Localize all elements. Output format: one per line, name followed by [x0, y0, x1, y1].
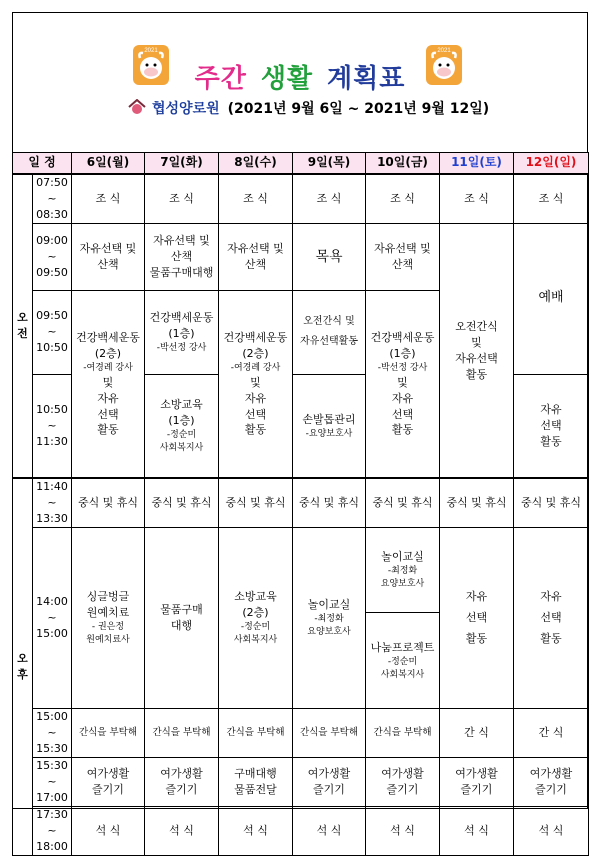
thu-bath: 목욕: [293, 223, 366, 290]
snack-cell: 간식을 부탁해: [72, 709, 145, 758]
sat-morning-activity: 오전간식 및 자유선택 활동: [440, 223, 514, 478]
breakfast-cell: 조 식: [72, 174, 145, 223]
thu-nail-care: 손발톱관리 -요양보호사: [293, 374, 366, 478]
time-cell: 07:50 ~ 08:30: [33, 174, 72, 223]
time-cell: 11:40 ~ 13:30: [33, 478, 72, 527]
lunch-cell: 중식 및 휴식: [366, 478, 440, 527]
dinner-cell: 석 식: [72, 806, 145, 855]
lunch-cell: 중식 및 휴식: [440, 478, 514, 527]
lunch-cell: 중식 및 휴식: [145, 478, 219, 527]
snack-cell: 간식을 부탁해: [293, 709, 366, 758]
table-row: [13, 223, 589, 290]
leisure-cell: 여가생활 즐기기: [440, 757, 514, 806]
sun-free-activity-pm: 자유 선택 활동: [514, 528, 589, 709]
mon-morning-walk: 자유선택 및 산책: [72, 223, 145, 290]
snack-cell: 간식을 부탁해: [219, 709, 293, 758]
dinner-cell: 석 식: [514, 806, 589, 855]
svg-text:2021: 2021: [144, 48, 158, 54]
table-row: [13, 528, 589, 709]
lunch-cell: 중식 및 휴식: [293, 478, 366, 527]
time-cell: 10:50 ~ 11:30: [33, 374, 72, 478]
time-cell: 17:30 ~ 18:00: [33, 806, 72, 855]
header: [0, 30, 600, 130]
subtitle: 협성양로원 (2021년 9월 6일 ~ 2021년 9월 12일): [128, 98, 489, 118]
day-header-saturday: 11일(토): [440, 153, 514, 175]
day-header: 9일(목): [293, 153, 366, 175]
day-header: 10일(금): [366, 153, 440, 175]
snack-cell: 간 식: [440, 709, 514, 758]
dinner-cell: 석 식: [366, 806, 440, 855]
tue-fire-training: 소방교육 (1층) -정순미 사회복지사: [145, 374, 219, 478]
fri-exercise: 건강백세운동 (1층) -박선정 강사 및 자유 선택 활동: [366, 290, 440, 478]
snack-cell: 간식을 부탁해: [366, 709, 440, 758]
dinner-cell: 석 식: [145, 806, 219, 855]
table-row: [13, 709, 589, 758]
leisure-cell: 여가생활 즐기기: [514, 757, 589, 806]
period-pm: 오 후: [13, 478, 33, 855]
leisure-cell: 여가생활 즐기기: [293, 757, 366, 806]
thu-play-class: 놀이교실 -최정화 요양보호사: [293, 528, 366, 709]
tue-morning-walk: 자유선택 및 산책 물품구매대행: [145, 223, 219, 290]
schedule-table: [12, 152, 589, 856]
time-cell: 14:00 ~ 15:00: [33, 528, 72, 709]
dinner-cell: 석 식: [219, 806, 293, 855]
dinner-cell: 석 식: [440, 806, 514, 855]
snack-cell: 간식을 부탁해: [145, 709, 219, 758]
sat-free-activity: 자유 선택 활동: [440, 528, 514, 709]
table-row: [13, 478, 589, 527]
tue-purchase-agency: 물품구매 대행: [145, 528, 219, 709]
breakfast-cell: 조 식: [366, 174, 440, 223]
thu-snack-activity: 오전간식 및 자유선택활동: [293, 290, 366, 374]
wed-purchase-delivery: 구매대행 물품전달: [219, 757, 293, 806]
header-row: [13, 153, 589, 175]
dinner-cell: 석 식: [293, 806, 366, 855]
wed-fire-training: 소방교육 (2층) -정순미 사회복지사: [219, 528, 293, 709]
leisure-cell: 여가생활 즐기기: [366, 757, 440, 806]
sun-worship: 예배: [514, 223, 589, 374]
mon-gardening-therapy: 싱글벙글 원예치료 - 권은정 원예치료사: [72, 528, 145, 709]
fri-sharing-project: 나눔프로젝트 -정순미 사회복지사: [370, 640, 435, 680]
sun-free-activity: 자유 선택 활동: [514, 374, 589, 478]
table-row: [13, 806, 589, 855]
lunch-cell: 중식 및 휴식: [72, 478, 145, 527]
period-am: 오 전: [13, 174, 33, 478]
time-cell: 09:50 ~ 10:50: [33, 290, 72, 374]
breakfast-cell: 조 식: [145, 174, 219, 223]
fri-morning-walk: 자유선택 및 산책: [366, 223, 440, 290]
time-cell: 15:00 ~ 15:30: [33, 709, 72, 758]
table-row: [13, 757, 589, 806]
fri-play-class: 놀이교실 -최정화 요양보호사: [366, 528, 439, 613]
time-cell: 15:30 ~ 17:00: [33, 757, 72, 806]
table-row: [13, 174, 589, 223]
mon-exercise: 건강백세운동 (2층) -여경례 강사 및 자유 선택 활동: [72, 290, 145, 478]
day-header-sunday: 12일(일): [514, 153, 589, 175]
leisure-cell: 여가생활 즐기기: [72, 757, 145, 806]
page-title: 주간 생활 계획표: [194, 64, 406, 94]
ox-mascot-icon: [425, 44, 463, 86]
house-logo-icon: [128, 99, 146, 115]
time-cell: 09:00 ~ 09:50: [33, 223, 72, 290]
snack-cell: 간 식: [514, 709, 589, 758]
svg-text:2021: 2021: [437, 48, 451, 54]
leisure-cell: 여가생활 즐기기: [145, 757, 219, 806]
breakfast-cell: 조 식: [219, 174, 293, 223]
fri-afternoon: [366, 528, 440, 709]
lunch-cell: 중식 및 휴식: [219, 478, 293, 527]
wed-exercise: 건강백세운동 (2층) -여경례 강사 및 자유 선택 활동: [219, 290, 293, 478]
breakfast-cell: 조 식: [440, 174, 514, 223]
day-header: 7일(화): [145, 153, 219, 175]
lunch-cell: 중식 및 휴식: [514, 478, 589, 527]
corner-label: 일 정: [13, 153, 72, 175]
day-header: 6일(월): [72, 153, 145, 175]
day-header: 8일(수): [219, 153, 293, 175]
breakfast-cell: 조 식: [514, 174, 589, 223]
tue-exercise: 건강백세운동 (1층) -박선정 강사: [145, 290, 219, 374]
breakfast-cell: 조 식: [293, 174, 366, 223]
wed-morning-walk: 자유선택 및 산책: [219, 223, 293, 290]
